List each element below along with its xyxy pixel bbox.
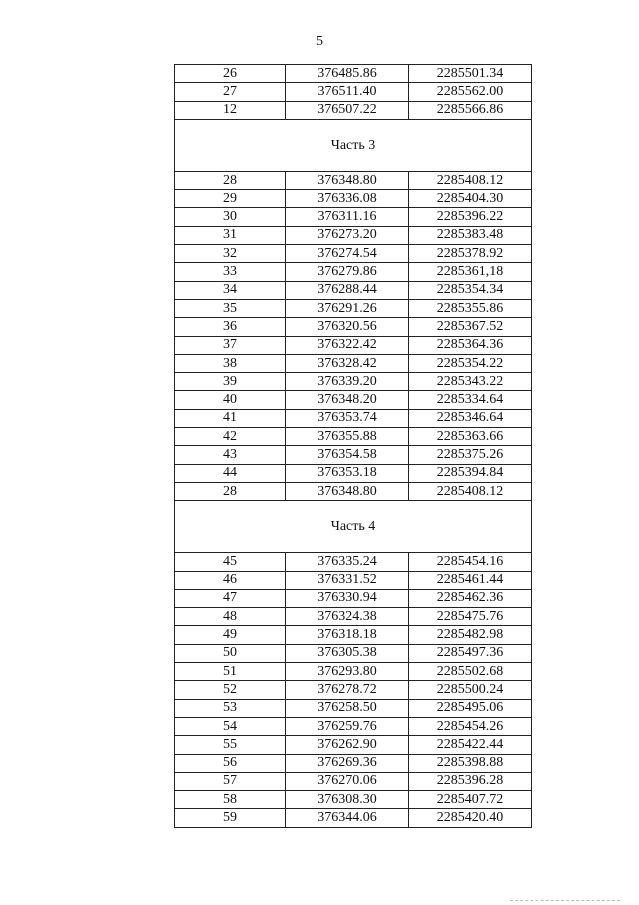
table-row bbox=[175, 428, 532, 446]
point-number-cell: 50 bbox=[175, 644, 286, 662]
point-number-cell: 38 bbox=[175, 354, 286, 372]
y-coordinate-cell: 2285408.12 bbox=[409, 482, 532, 500]
x-coordinate-cell: 376353.74 bbox=[286, 409, 409, 427]
y-coordinate-cell: 2285346.64 bbox=[409, 409, 532, 427]
table-row bbox=[175, 772, 532, 790]
table-row bbox=[175, 699, 532, 717]
table-row bbox=[175, 446, 532, 464]
x-coordinate-cell: 376288.44 bbox=[286, 281, 409, 299]
point-number-cell: 56 bbox=[175, 754, 286, 772]
x-coordinate-cell: 376507.22 bbox=[286, 101, 409, 119]
table-row bbox=[175, 190, 532, 208]
y-coordinate-cell: 2285334.64 bbox=[409, 391, 532, 409]
table-row bbox=[175, 809, 532, 827]
y-coordinate-cell: 2285364.36 bbox=[409, 336, 532, 354]
point-number-cell: 51 bbox=[175, 663, 286, 681]
point-number-cell: 34 bbox=[175, 281, 286, 299]
point-number-cell: 33 bbox=[175, 263, 286, 281]
y-coordinate-cell: 2285495.06 bbox=[409, 699, 532, 717]
point-number-cell: 53 bbox=[175, 699, 286, 717]
point-number-cell: 46 bbox=[175, 571, 286, 589]
x-coordinate-cell: 376259.76 bbox=[286, 717, 409, 735]
point-number-cell: 26 bbox=[175, 65, 286, 83]
x-coordinate-cell: 376355.88 bbox=[286, 428, 409, 446]
table-row bbox=[175, 482, 532, 500]
point-number-cell: 28 bbox=[175, 482, 286, 500]
y-coordinate-cell: 2285363.66 bbox=[409, 428, 532, 446]
table-row bbox=[175, 299, 532, 317]
y-coordinate-cell: 2285420.40 bbox=[409, 809, 532, 827]
footer-rule bbox=[510, 900, 620, 901]
table-row bbox=[175, 717, 532, 735]
table-row bbox=[175, 464, 532, 482]
y-coordinate-cell: 2285500.24 bbox=[409, 681, 532, 699]
x-coordinate-cell: 376262.90 bbox=[286, 736, 409, 754]
table-row bbox=[175, 681, 532, 699]
table-row bbox=[175, 101, 532, 119]
y-coordinate-cell: 2285343.22 bbox=[409, 373, 532, 391]
y-coordinate-cell: 2285566.86 bbox=[409, 101, 532, 119]
y-coordinate-cell: 2285354.22 bbox=[409, 354, 532, 372]
point-number-cell: 58 bbox=[175, 791, 286, 809]
table-row bbox=[175, 571, 532, 589]
point-number-cell: 44 bbox=[175, 464, 286, 482]
y-coordinate-cell: 2285396.22 bbox=[409, 208, 532, 226]
table-row bbox=[175, 589, 532, 607]
y-coordinate-cell: 2285461.44 bbox=[409, 571, 532, 589]
point-number-cell: 30 bbox=[175, 208, 286, 226]
x-coordinate-cell: 376331.52 bbox=[286, 571, 409, 589]
point-number-cell: 54 bbox=[175, 717, 286, 735]
table-row bbox=[175, 553, 532, 571]
point-number-cell: 29 bbox=[175, 190, 286, 208]
y-coordinate-cell: 2285422.44 bbox=[409, 736, 532, 754]
table-row bbox=[175, 736, 532, 754]
table-row bbox=[175, 245, 532, 263]
y-coordinate-cell: 2285482.98 bbox=[409, 626, 532, 644]
table-row bbox=[175, 409, 532, 427]
table-row bbox=[175, 644, 532, 662]
y-coordinate-cell: 2285367.52 bbox=[409, 318, 532, 336]
point-number-cell: 57 bbox=[175, 772, 286, 790]
x-coordinate-cell: 376511.40 bbox=[286, 83, 409, 101]
section-header-row bbox=[175, 119, 532, 171]
x-coordinate-cell: 376353.18 bbox=[286, 464, 409, 482]
y-coordinate-cell: 2285361,18 bbox=[409, 263, 532, 281]
table-row bbox=[175, 226, 532, 244]
point-number-cell: 35 bbox=[175, 299, 286, 317]
y-coordinate-cell: 2285454.26 bbox=[409, 717, 532, 735]
table-row bbox=[175, 171, 532, 189]
point-number-cell: 52 bbox=[175, 681, 286, 699]
x-coordinate-cell: 376270.06 bbox=[286, 772, 409, 790]
table-row bbox=[175, 608, 532, 626]
x-coordinate-cell: 376348.80 bbox=[286, 171, 409, 189]
point-number-cell: 43 bbox=[175, 446, 286, 464]
point-number-cell: 47 bbox=[175, 589, 286, 607]
point-number-cell: 28 bbox=[175, 171, 286, 189]
x-coordinate-cell: 376339.20 bbox=[286, 373, 409, 391]
x-coordinate-cell: 376324.38 bbox=[286, 608, 409, 626]
table-row bbox=[175, 626, 532, 644]
point-number-cell: 42 bbox=[175, 428, 286, 446]
point-number-cell: 37 bbox=[175, 336, 286, 354]
table-row bbox=[175, 65, 532, 83]
y-coordinate-cell: 2285562.00 bbox=[409, 83, 532, 101]
table-row bbox=[175, 281, 532, 299]
point-number-cell: 59 bbox=[175, 809, 286, 827]
y-coordinate-cell: 2285408.12 bbox=[409, 171, 532, 189]
x-coordinate-cell: 376291.26 bbox=[286, 299, 409, 317]
y-coordinate-cell: 2285378.92 bbox=[409, 245, 532, 263]
point-number-cell: 48 bbox=[175, 608, 286, 626]
section-header-row bbox=[175, 501, 532, 553]
point-number-cell: 39 bbox=[175, 373, 286, 391]
y-coordinate-cell: 2285355.86 bbox=[409, 299, 532, 317]
x-coordinate-cell: 376354.58 bbox=[286, 446, 409, 464]
x-coordinate-cell: 376330.94 bbox=[286, 589, 409, 607]
point-number-cell: 41 bbox=[175, 409, 286, 427]
point-number-cell: 55 bbox=[175, 736, 286, 754]
section-title: Часть 4 bbox=[175, 501, 532, 553]
section-title: Часть 3 bbox=[175, 119, 532, 171]
table-row bbox=[175, 318, 532, 336]
y-coordinate-cell: 2285383.48 bbox=[409, 226, 532, 244]
table-row bbox=[175, 373, 532, 391]
table-row bbox=[175, 354, 532, 372]
table-row bbox=[175, 391, 532, 409]
x-coordinate-cell: 376335.24 bbox=[286, 553, 409, 571]
y-coordinate-cell: 2285462.36 bbox=[409, 589, 532, 607]
point-number-cell: 31 bbox=[175, 226, 286, 244]
y-coordinate-cell: 2285398.88 bbox=[409, 754, 532, 772]
y-coordinate-cell: 2285407.72 bbox=[409, 791, 532, 809]
y-coordinate-cell: 2285404.30 bbox=[409, 190, 532, 208]
x-coordinate-cell: 376348.20 bbox=[286, 391, 409, 409]
x-coordinate-cell: 376293.80 bbox=[286, 663, 409, 681]
table-row bbox=[175, 791, 532, 809]
y-coordinate-cell: 2285375.26 bbox=[409, 446, 532, 464]
y-coordinate-cell: 2285354.34 bbox=[409, 281, 532, 299]
table-row bbox=[175, 208, 532, 226]
point-number-cell: 12 bbox=[175, 101, 286, 119]
table-row bbox=[175, 83, 532, 101]
y-coordinate-cell: 2285497.36 bbox=[409, 644, 532, 662]
point-number-cell: 27 bbox=[175, 83, 286, 101]
table-row bbox=[175, 663, 532, 681]
x-coordinate-cell: 376318.18 bbox=[286, 626, 409, 644]
x-coordinate-cell: 376274.54 bbox=[286, 245, 409, 263]
x-coordinate-cell: 376322.42 bbox=[286, 336, 409, 354]
x-coordinate-cell: 376328.42 bbox=[286, 354, 409, 372]
point-number-cell: 32 bbox=[175, 245, 286, 263]
x-coordinate-cell: 376485.86 bbox=[286, 65, 409, 83]
y-coordinate-cell: 2285396.28 bbox=[409, 772, 532, 790]
point-number-cell: 49 bbox=[175, 626, 286, 644]
x-coordinate-cell: 376311.16 bbox=[286, 208, 409, 226]
x-coordinate-cell: 376308.30 bbox=[286, 791, 409, 809]
y-coordinate-cell: 2285454.16 bbox=[409, 553, 532, 571]
point-number-cell: 36 bbox=[175, 318, 286, 336]
x-coordinate-cell: 376269.36 bbox=[286, 754, 409, 772]
x-coordinate-cell: 376348.80 bbox=[286, 482, 409, 500]
point-number-cell: 40 bbox=[175, 391, 286, 409]
x-coordinate-cell: 376278.72 bbox=[286, 681, 409, 699]
table-row bbox=[175, 754, 532, 772]
table-row bbox=[175, 263, 532, 281]
x-coordinate-cell: 376344.06 bbox=[286, 809, 409, 827]
table-row bbox=[175, 336, 532, 354]
y-coordinate-cell: 2285502.68 bbox=[409, 663, 532, 681]
x-coordinate-cell: 376320.56 bbox=[286, 318, 409, 336]
page-number: 5 bbox=[316, 34, 323, 49]
point-number-cell: 45 bbox=[175, 553, 286, 571]
y-coordinate-cell: 2285394.84 bbox=[409, 464, 532, 482]
x-coordinate-cell: 376336.08 bbox=[286, 190, 409, 208]
y-coordinate-cell: 2285475.76 bbox=[409, 608, 532, 626]
x-coordinate-cell: 376273.20 bbox=[286, 226, 409, 244]
x-coordinate-cell: 376258.50 bbox=[286, 699, 409, 717]
x-coordinate-cell: 376305.38 bbox=[286, 644, 409, 662]
coordinates-table bbox=[174, 64, 532, 828]
coordinates-table-body bbox=[175, 65, 532, 828]
x-coordinate-cell: 376279.86 bbox=[286, 263, 409, 281]
y-coordinate-cell: 2285501.34 bbox=[409, 65, 532, 83]
